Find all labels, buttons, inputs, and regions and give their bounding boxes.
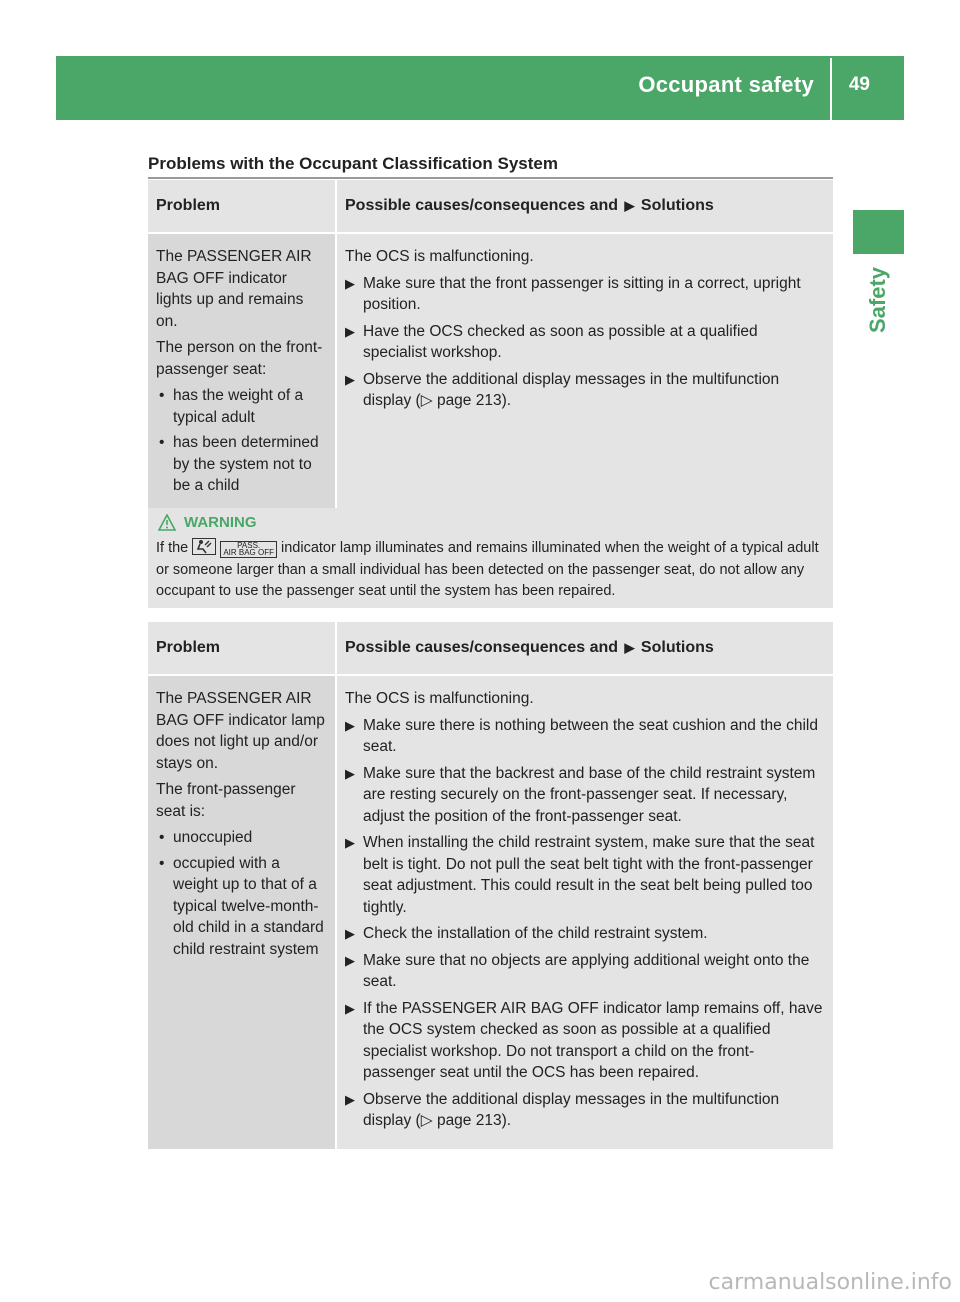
problem-cell [148, 233, 336, 513]
problem-text: The person on the front-passenger seat: [156, 339, 323, 378]
heading-divider [148, 177, 833, 179]
action-text: Make sure that the backrest and base of the child restraint system are resting securely on the front-passenger seat. If necessary, adjust the position of the front-passenger seat. [363, 764, 816, 825]
problem-text: The PASSENGER AIR BAG OFF indicator lamp does not light up and/or stays on. [156, 690, 325, 772]
problem-text: The PASSENGER AIR BAG OFF indicator lights up and remains on. [156, 248, 312, 330]
action-text: Make sure there is nothing between the seat cushion and the child seat. [363, 716, 818, 755]
action-item [345, 715, 825, 758]
action-arrow-icon: ▶ [345, 1091, 355, 1107]
column-header-problem: Problem [148, 622, 336, 675]
table-header-row [148, 180, 833, 233]
action-arrow-icon: ▶ [345, 765, 355, 781]
causes-header-prefix: Possible causes/consequences and [345, 639, 619, 657]
warning-title: WARNING [184, 514, 257, 531]
action-text: Have the OCS checked as soon as possible at a qualified specialist workshop. [363, 322, 758, 361]
problem-bullet: • has the weight of a typical adult [156, 385, 327, 428]
action-item [345, 950, 825, 993]
watermark: carmanualsonline.info [708, 1270, 952, 1295]
action-item [345, 1089, 825, 1132]
action-item [345, 321, 825, 364]
seat-occupant-icon [192, 538, 216, 555]
solutions-cell [336, 233, 833, 513]
action-text: If the PASSENGER AIR BAG OFF indicator lamp remains off, have the OCS system checked as soon as possible at a qualified specialist workshop. Do not transport a child on the front-passenger seat until the OCS has been repaired. [363, 999, 823, 1081]
column-header-causes [336, 622, 833, 675]
action-text: Check the installation of the child restraint system. [363, 925, 708, 942]
warning-text [156, 538, 827, 603]
action-arrow-icon: ▶ [345, 1000, 355, 1016]
action-arrow-icon: ▶ [345, 926, 355, 941]
problem-cell [148, 675, 336, 1149]
problem-text: The front-passenger seat is: [156, 781, 296, 820]
warning-text-body: indicator lamp illuminates and remains illuminated when the weight of a typical adult or someone larger than a small individual has been detected on the passenger seat, do not allow any occupant to use the passenger seat until the system has been repaired. [156, 540, 819, 599]
table-row [148, 233, 833, 513]
action-arrow-icon: ▶ [345, 323, 355, 339]
arrow-right-icon: ▶ [624, 198, 635, 214]
action-text: Observe the additional display messages in the multifunction display (▷ page 213). [363, 1090, 780, 1129]
action-item [345, 369, 825, 412]
side-tab-label: Safety [865, 266, 890, 334]
column-header-causes [336, 180, 833, 233]
problem-bullet: • occupied with a weight up to that of a typical twelve-month-old child in a standard child restraint system [156, 853, 327, 961]
header-divider [830, 58, 832, 120]
problem-table-1 [148, 180, 833, 513]
problem-bullet: • has been determined by the system not to be a child [156, 432, 327, 497]
side-tab-marker [853, 210, 904, 254]
solutions-cell [336, 675, 833, 1149]
action-item [345, 998, 825, 1084]
action-arrow-icon: ▶ [345, 275, 355, 291]
action-item [345, 832, 825, 918]
action-item [345, 763, 825, 828]
page-number: 49 [848, 74, 870, 95]
action-arrow-icon: ▶ [345, 371, 355, 387]
causes-header-suffix: Solutions [640, 639, 714, 657]
action-arrow-icon: ▶ [345, 717, 355, 733]
section-heading: Problems with the Occupant Classification System [148, 154, 558, 173]
action-text: Make sure that the front passenger is sitting in a correct, upright position. [363, 274, 801, 313]
table-row [148, 675, 833, 1149]
action-arrow-icon: ▶ [345, 835, 355, 850]
action-arrow-icon: ▶ [345, 952, 355, 968]
arrow-right-icon: ▶ [624, 640, 635, 656]
causes-header-suffix: Solutions [640, 197, 714, 215]
causes-header-prefix: Possible causes/consequences and [345, 197, 619, 215]
problem-bullet: • unoccupied [156, 827, 327, 849]
lamp-label-bottom: AIR BAG OFF [223, 548, 274, 557]
page-header-bar [56, 56, 904, 120]
header-title: Occupant safety [638, 72, 814, 97]
action-text: When installing the child restraint system, make sure that the seat belt is tight. Do not pull the seat belt tight with the front-passenger seat adjustment. This could result in the seat belt being pulled too tightly. [363, 834, 815, 916]
warning-triangle-icon [158, 514, 176, 531]
cause-text: The OCS is malfunctioning. [345, 690, 534, 707]
problem-table-2 [148, 622, 833, 1149]
action-item [345, 923, 825, 945]
action-text: Make sure that no objects are applying additional weight onto the seat. [363, 951, 810, 990]
cause-text: The OCS is malfunctioning. [345, 248, 534, 265]
warning-box [148, 508, 833, 608]
action-text: Observe the additional display messages in the multifunction display (▷ page 213). [363, 370, 780, 409]
airbag-off-lamp-icon [220, 541, 277, 558]
lamp-label-top: PASS. [237, 541, 261, 550]
action-item [345, 273, 825, 316]
column-header-problem: Problem [148, 180, 336, 233]
table-header-row [148, 622, 833, 675]
warning-text-start: If the [156, 540, 189, 556]
